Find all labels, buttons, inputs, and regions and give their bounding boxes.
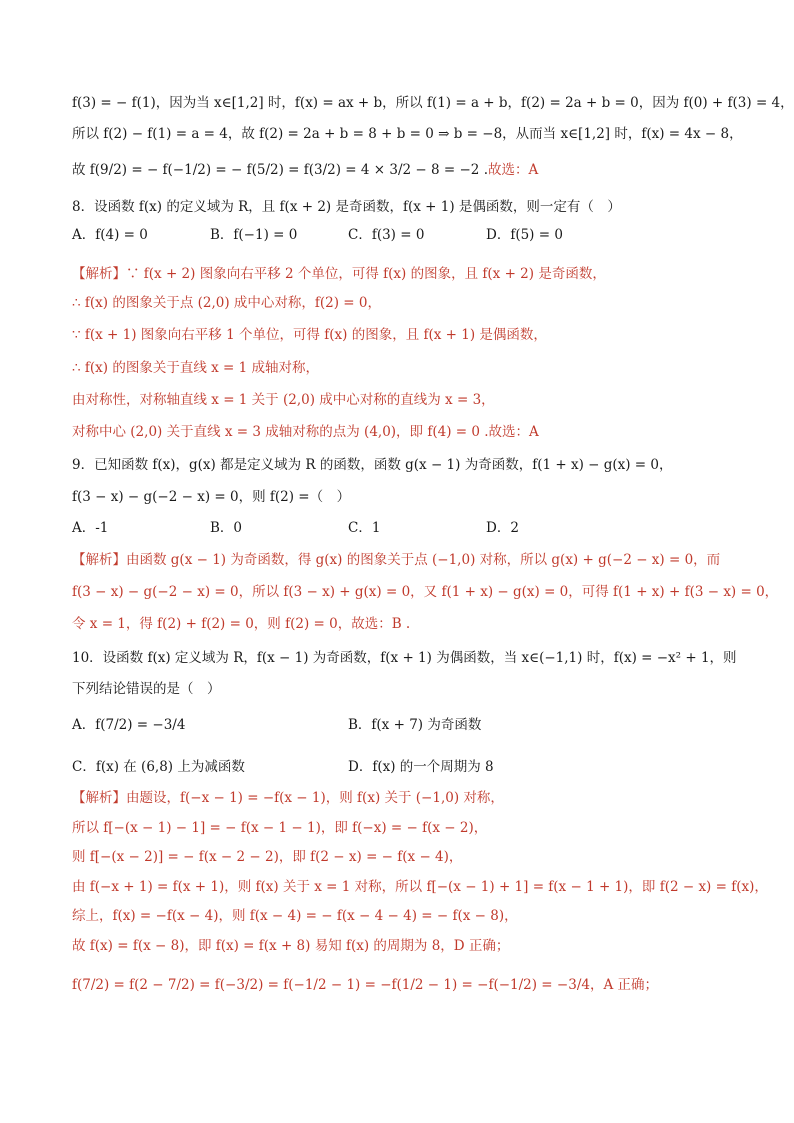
text-line bbox=[72, 455, 673, 475]
text-segment: 8．设函数 f(x) 的定义域为 R，且 f(x + 2) 是奇函数，f(x + 1) 是偶函数，则一定有（ ） bbox=[72, 199, 621, 215]
text-line bbox=[72, 358, 319, 378]
text-segment: ∴ f(x) 的图象关于点 (2,0) 成中心对称，f(2) = 0， bbox=[72, 295, 382, 311]
text-line bbox=[72, 877, 768, 897]
text-segment: f(3) = − f(1)，因为当 x∈[1,2] 时，f(x) = ax + b，所以 f(1) = a + b，f(2) = 2a + b = 0，因为 f(0) + f(3) = 4， bbox=[72, 95, 794, 111]
text-line bbox=[72, 293, 381, 313]
text-line bbox=[72, 325, 547, 345]
text-segment: f(3 − x) − g(−2 − x) = 0，则 f(2) =（ ） bbox=[72, 489, 351, 505]
text-segment: 9．已知函数 f(x)，g(x) 都是定义域为 R 的函数，函数 g(x − 1) 为奇函数，f(1 + x) − g(x) = 0， bbox=[72, 457, 673, 473]
text-segment: 【解析】 bbox=[72, 552, 126, 568]
text-segment: 故选：A bbox=[487, 162, 539, 178]
text-segment: 10．设函数 f(x) 定义域为 R，f(x − 1) 为奇函数，f(x + 1) 为偶函数，当 x∈(−1,1) 时，f(x) = −x² + 1，则 bbox=[72, 650, 737, 666]
text-segment: f(3 − x) − g(−2 − x) = 0，所以 f(3 − x) + g(x) = 0，又 f(1 + x) − g(x) = 0，可得 f(1 + x) + f(3 − x) = 0， bbox=[72, 584, 779, 600]
text-segment: ∵ f(x + 2) 图象向右平移 2 个单位，可得 f(x) 的图象，且 f(x + 2) 是奇函数， bbox=[126, 266, 606, 282]
text-segment: 对称中心 (2,0) 关于直线 x = 3 成轴对称的点为 (4,0)，即 f(4) = 0 .故选：A bbox=[72, 424, 539, 440]
text-line bbox=[72, 390, 495, 410]
text-line bbox=[72, 264, 606, 284]
text-line bbox=[72, 788, 504, 808]
text-segment: 由 f(−x + 1) = f(x + 1)，则 f(x) 关于 x = 1 对称，所以 f[−(x − 1) + 1] = f(x − 1 + 1)，即 f(2 − x) = f(x)， bbox=[72, 879, 768, 895]
answer-option: A．f(7/2) = −3/4 bbox=[72, 717, 186, 733]
text-segment: 故 f(x) = f(x − 8)，即 f(x) = f(x + 8) 易知 f(x) 的周期为 8，D 正确； bbox=[72, 938, 510, 954]
answer-option: C．1 bbox=[348, 520, 381, 536]
text-segment: 综上，f(x) = −f(x − 4)，则 f(x − 4) = − f(x − 4 − 4) = − f(x − 8)， bbox=[72, 908, 518, 924]
text-line bbox=[72, 648, 737, 668]
text-segment: ∵ f(x + 1) 图象向右平移 1 个单位，可得 f(x) 的图象，且 f(x + 1) 是偶函数， bbox=[72, 327, 547, 343]
text-segment: 由对称性，对称轴直线 x = 1 关于 (2,0) 成中心对称的直线为 x = 3， bbox=[72, 392, 495, 408]
text-segment: 令 x = 1，得 f(2) + f(2) = 0，则 f(2) = 0，故选：B . bbox=[72, 616, 411, 632]
text-segment: 下列结论错误的是（ ） bbox=[72, 681, 221, 697]
text-line bbox=[72, 906, 518, 926]
text-line bbox=[72, 197, 621, 217]
text-line bbox=[72, 160, 538, 180]
text-line bbox=[72, 818, 487, 838]
answer-option: D．2 bbox=[486, 520, 519, 536]
text-segment: f(7/2) = f(2 − 7/2) = f(−3/2) = f(−1/2 − 1) = −f(1/2 − 1) = −f(−1/2) = −3/4，A 正确； bbox=[72, 977, 658, 993]
answer-option: B．f(−1) = 0 bbox=[210, 227, 298, 243]
answer-option: A．-1 bbox=[72, 520, 109, 536]
text-line bbox=[72, 582, 778, 602]
text-segment: 所以 f(2) − f(1) = a = 4，故 f(2) = 2a + b = 8 + b = 0 ⇒ b = −8，从而当 x∈[1,2] 时，f(x) = 4x − 8， bbox=[72, 126, 743, 142]
answer-option: B．0 bbox=[210, 520, 243, 536]
text-line bbox=[72, 487, 350, 507]
text-line bbox=[72, 975, 658, 995]
text-line bbox=[72, 422, 539, 442]
answer-option: B．f(x + 7) 为奇函数 bbox=[348, 717, 482, 733]
answer-option: C．f(x) 在 (6,8) 上为减函数 bbox=[72, 759, 245, 775]
text-segment: ∴ f(x) 的图象关于直线 x = 1 成轴对称， bbox=[72, 360, 319, 376]
text-segment: 由函数 g(x − 1) 为奇函数，得 g(x) 的图象关于点 (−1,0) 对称，所以 g(x) + g(−2 − x) = 0，而 bbox=[126, 552, 721, 568]
text-segment: 故 f(9/2) = − f(−1/2) = − f(5/2) = f(3/2) = 4 × 3/2 − 8 = −2 . bbox=[72, 162, 488, 178]
text-line bbox=[72, 124, 743, 144]
text-line bbox=[72, 614, 410, 634]
text-line bbox=[72, 679, 221, 699]
text-segment: 【解析】 bbox=[72, 790, 126, 806]
answer-option: D．f(5) = 0 bbox=[486, 227, 563, 243]
text-segment: 所以 f[−(x − 1) − 1] = − f(x − 1 − 1)，即 f(−x) = − f(x − 2)， bbox=[72, 820, 488, 836]
text-segment: 【解析】 bbox=[72, 266, 126, 282]
text-segment: 由题设，f(−x − 1) = −f(x − 1)，则 f(x) 关于 (−1,0) 对称， bbox=[126, 790, 504, 806]
text-line bbox=[72, 847, 462, 867]
answer-option: C．f(3) = 0 bbox=[348, 227, 425, 243]
answer-option: A．f(4) = 0 bbox=[72, 227, 148, 243]
answer-option: D．f(x) 的一个周期为 8 bbox=[348, 759, 494, 775]
text-line bbox=[72, 93, 794, 113]
text-line bbox=[72, 550, 720, 570]
text-segment: 则 f[−(x − 2)] = − f(x − 2 − 2)，即 f(2 − x) = − f(x − 4)， bbox=[72, 849, 463, 865]
text-line bbox=[72, 936, 509, 956]
